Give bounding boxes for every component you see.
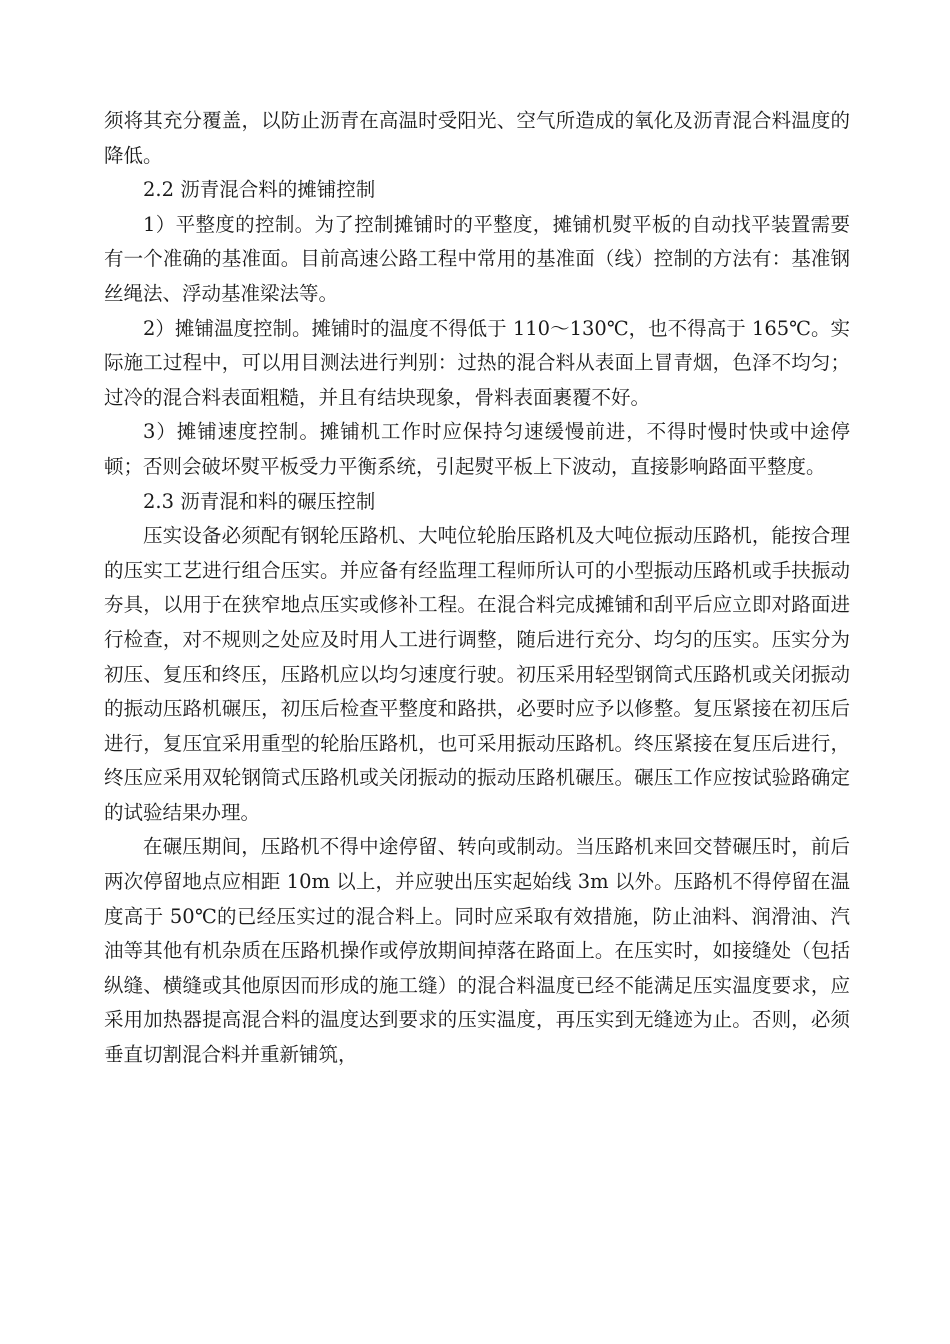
- document-page: [104, 104, 850, 1073]
- section-heading-2-2: 2.2 沥青混合料的摊铺控制: [143, 178, 376, 202]
- paragraph-continuation: 须将其充分覆盖，以防止沥青在高温时受阳光、空气所造成的氧化及沥青混合料温度的降低。: [104, 109, 850, 167]
- paragraph-speed-control: 3）摊铺速度控制。摊铺机工作时应保持匀速缓慢前进，不得时慢时快或中途停顿；否则会破坏熨平板受力平衡系统，引起熨平板上下波动，直接影响路面平整度。: [104, 420, 850, 478]
- paragraph-compaction-period: 在碾压期间，压路机不得中途停留、转向或制动。当压路机来回交替碾压时，前后两次停留地点应相距 10m 以上，并应驶出压实起始线 3m 以外。压路机不得停留在温度高于 50℃的已经压实过的混合料上。同时应采取有效措施，防止油料、润滑油、汽油等其他有机杂质在压路机操作或停放期间掉落在路面上。在压实时，如接缝处（包括纵缝、横缝或其他原因而形成的施工缝）的混合料温度已经不能满足压实温度要求，应采用加热器提高混合料的温度达到要求的压实温度，再压实到无缝迹为止。否则，必须垂直切割混合料并重新铺筑，: [104, 835, 850, 1067]
- paragraph-flatness-control: 1）平整度的控制。为了控制摊铺时的平整度，摊铺机熨平板的自动找平装置需要有一个准确的基准面。目前高速公路工程中常用的基准面（线）控制的方法有：基准钢丝绳法、浮动基准梁法等。: [104, 212, 850, 305]
- paragraph-compaction-equipment: 压实设备必须配有钢轮压路机、大吨位轮胎压路机及大吨位振动压路机，能按合理的压实工艺进行组合压实。并应备有经监理工程师所认可的小型振动压路机或手扶振动夯具，以用于在狭窄地点压实或修补工程。在混合料完成摊铺和刮平后应立即对路面进行检查，对不规则之处应及时用人工进行调整，随后进行充分、均匀的压实。压实分为初压、复压和终压，压路机应以均匀速度行驶。初压采用轻型钢筒式压路机或关闭振动的振动压路机碾压，初压后检查平整度和路拱，必要时应予以修整。复压紧接在初压后进行，复压宜采用重型的轮胎压路机，也可采用振动压路机。终压紧接在复压后进行，终压应采用双轮钢筒式压路机或关闭振动的振动压路机碾压。碾压工作应按试验路确定的试验结果办理。: [104, 524, 850, 824]
- section-heading-2-3: 2.3 沥青混和料的碾压控制: [143, 489, 376, 513]
- paragraph-temperature-control: 2）摊铺温度控制。摊铺时的温度不得低于 110～130℃，也不得高于 165℃。实际施工过程中，可以用目测法进行判别：过热的混合料从表面上冒青烟，色泽不均匀；过冷的混合料表面粗糙，并且有结块现象，骨料表面裹覆不好。: [104, 316, 850, 409]
